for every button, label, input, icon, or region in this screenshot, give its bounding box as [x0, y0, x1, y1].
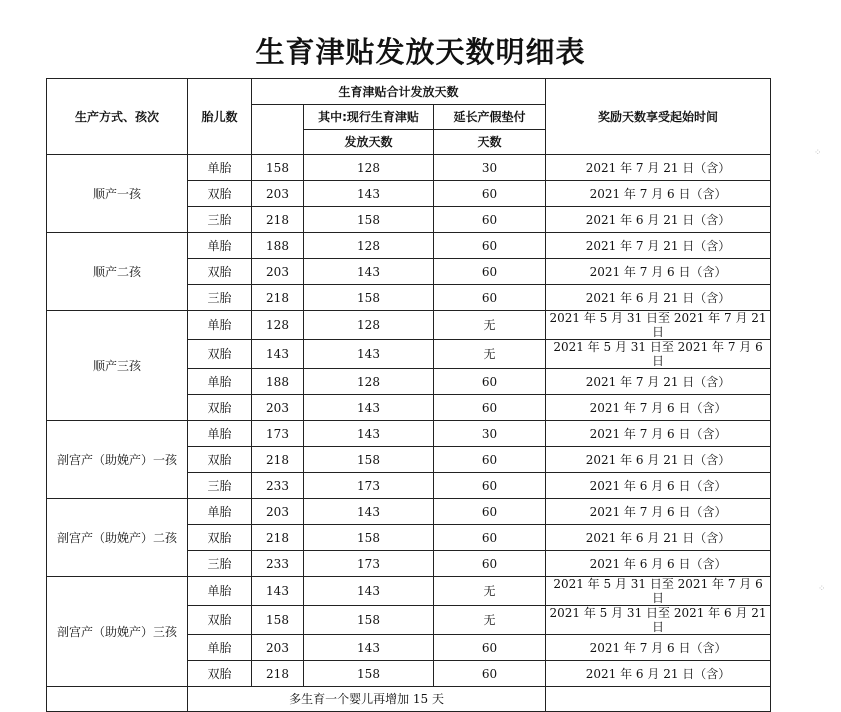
- cell-total: 233: [252, 473, 304, 499]
- group-label: 剖宫产（助娩产）二孩: [47, 499, 188, 577]
- cell-extended: 60: [434, 525, 546, 551]
- cell-fetus: 双胎: [188, 259, 252, 285]
- cell-extended: 无: [434, 577, 546, 606]
- cell-total: 173: [252, 421, 304, 447]
- cell-current: 158: [304, 207, 434, 233]
- header-extended-line1: 延长产假垫付: [434, 105, 546, 130]
- table-row: [47, 311, 771, 340]
- cell-total: 203: [252, 181, 304, 207]
- cell-fetus: 双胎: [188, 340, 252, 369]
- cell-extended: 30: [434, 155, 546, 181]
- cell-current: 143: [304, 635, 434, 661]
- page-title: 生育津贴发放天数明细表: [255, 35, 586, 69]
- cell-fetus: 双胎: [188, 395, 252, 421]
- cell-current: 128: [304, 155, 434, 181]
- cell-fetus: 单胎: [188, 421, 252, 447]
- cell-current: 143: [304, 340, 434, 369]
- cell-start: 2021 年 7 月 6 日（含）: [546, 421, 771, 447]
- cell-start: 2021 年 6 月 6 日（含）: [546, 551, 771, 577]
- cell-current: 173: [304, 473, 434, 499]
- cell-extended: 60: [434, 233, 546, 259]
- cell-start: 2021 年 7 月 6 日（含）: [546, 259, 771, 285]
- footer-row: [47, 687, 771, 712]
- table-row: [47, 577, 771, 606]
- footer-note: 多生育一个婴儿再增加 15 天: [188, 687, 546, 712]
- cell-total: 203: [252, 635, 304, 661]
- cell-total: 143: [252, 577, 304, 606]
- cell-start: 2021 年 7 月 21 日（含）: [546, 369, 771, 395]
- cell-fetus: 单胎: [188, 577, 252, 606]
- cell-total: 218: [252, 285, 304, 311]
- cell-extended: 60: [434, 635, 546, 661]
- footer-empty-left: [47, 687, 188, 712]
- cell-current: 143: [304, 181, 434, 207]
- group-label: 顺产二孩: [47, 233, 188, 311]
- cell-total: 188: [252, 369, 304, 395]
- cell-fetus: 双胎: [188, 606, 252, 635]
- table-row: [47, 499, 771, 525]
- cell-start: 2021 年 7 月 21 日（含）: [546, 155, 771, 181]
- cell-current: 173: [304, 551, 434, 577]
- cell-fetus: 双胎: [188, 447, 252, 473]
- cell-current: 158: [304, 525, 434, 551]
- cell-extended: 60: [434, 285, 546, 311]
- cell-extended: 无: [434, 606, 546, 635]
- group-label: 剖宫产（助娩产）一孩: [47, 421, 188, 499]
- cell-fetus: 双胎: [188, 661, 252, 687]
- table-row: [47, 155, 771, 181]
- cell-total: 143: [252, 340, 304, 369]
- header-fetus: 胎儿数: [188, 79, 252, 155]
- cell-total: 158: [252, 155, 304, 181]
- cell-start: 2021 年 7 月 6 日（含）: [546, 395, 771, 421]
- cell-total: 218: [252, 207, 304, 233]
- footer-empty-right: [546, 687, 771, 712]
- cell-start: 2021 年 7 月 6 日（含）: [546, 635, 771, 661]
- cell-total: 188: [252, 233, 304, 259]
- cell-fetus: 单胎: [188, 499, 252, 525]
- cell-start: 2021 年 6 月 21 日（含）: [546, 285, 771, 311]
- cell-total: 233: [252, 551, 304, 577]
- cell-fetus: 单胎: [188, 369, 252, 395]
- cell-start: 2021 年 7 月 6 日（含）: [546, 499, 771, 525]
- cell-current: 158: [304, 285, 434, 311]
- cell-total: 203: [252, 499, 304, 525]
- cell-fetus: 三胎: [188, 207, 252, 233]
- cell-fetus: 单胎: [188, 233, 252, 259]
- cell-current: 128: [304, 233, 434, 259]
- cell-current: 143: [304, 259, 434, 285]
- cell-fetus: 三胎: [188, 551, 252, 577]
- cell-total: 218: [252, 447, 304, 473]
- header-current-line2: 发放天数: [304, 130, 434, 155]
- cell-start: 2021 年 6 月 21 日（含）: [546, 447, 771, 473]
- cell-fetus: 三胎: [188, 285, 252, 311]
- cell-fetus: 双胎: [188, 525, 252, 551]
- cell-total: 203: [252, 259, 304, 285]
- cell-total: 158: [252, 606, 304, 635]
- header-total-group: 生育津贴合计发放天数: [252, 79, 546, 105]
- cell-start: 2021 年 5 月 31 日至 2021 年 7 月 21 日: [546, 311, 771, 340]
- cell-extended: 无: [434, 311, 546, 340]
- cell-current: 158: [304, 661, 434, 687]
- cell-start: 2021 年 5 月 31 日至 2021 年 7 月 6 日: [546, 577, 771, 606]
- cell-extended: 60: [434, 395, 546, 421]
- scan-speck: ⁘: [814, 148, 822, 158]
- cell-extended: 60: [434, 369, 546, 395]
- header-current-line1: 其中:现行生育津贴: [304, 105, 434, 130]
- cell-extended: 60: [434, 447, 546, 473]
- cell-total: 218: [252, 525, 304, 551]
- cell-fetus: 双胎: [188, 181, 252, 207]
- header-mode: 生产方式、孩次: [47, 79, 188, 155]
- cell-fetus: 单胎: [188, 635, 252, 661]
- cell-current: 143: [304, 395, 434, 421]
- cell-extended: 60: [434, 259, 546, 285]
- cell-start: 2021 年 7 月 21 日（含）: [546, 233, 771, 259]
- cell-start: 2021 年 6 月 21 日（含）: [546, 207, 771, 233]
- header-start: 奖励天数享受起始时间: [546, 79, 771, 155]
- cell-start: 2021 年 5 月 31 日至 2021 年 7 月 6 日: [546, 340, 771, 369]
- subsidy-table: [46, 78, 771, 712]
- cell-fetus: 单胎: [188, 311, 252, 340]
- scan-speck: ⁘: [818, 584, 826, 594]
- cell-current: 128: [304, 369, 434, 395]
- cell-start: 2021 年 6 月 21 日（含）: [546, 525, 771, 551]
- cell-current: 128: [304, 311, 434, 340]
- cell-extended: 60: [434, 181, 546, 207]
- table-row: [47, 233, 771, 259]
- cell-start: 2021 年 5 月 31 日至 2021 年 6 月 21 日: [546, 606, 771, 635]
- cell-current: 158: [304, 447, 434, 473]
- cell-extended: 60: [434, 551, 546, 577]
- group-label: 剖宫产（助娩产）三孩: [47, 577, 188, 687]
- group-label: 顺产一孩: [47, 155, 188, 233]
- cell-extended: 60: [434, 207, 546, 233]
- cell-current: 158: [304, 606, 434, 635]
- header-total: [252, 105, 304, 155]
- cell-total: 218: [252, 661, 304, 687]
- cell-start: 2021 年 6 月 6 日（含）: [546, 473, 771, 499]
- cell-fetus: 三胎: [188, 473, 252, 499]
- cell-start: 2021 年 6 月 21 日（含）: [546, 661, 771, 687]
- cell-extended: 无: [434, 340, 546, 369]
- table-row: [47, 421, 771, 447]
- cell-extended: 60: [434, 473, 546, 499]
- cell-start: 2021 年 7 月 6 日（含）: [546, 181, 771, 207]
- cell-extended: 60: [434, 661, 546, 687]
- cell-total: 203: [252, 395, 304, 421]
- cell-extended: 30: [434, 421, 546, 447]
- cell-extended: 60: [434, 499, 546, 525]
- cell-total: 128: [252, 311, 304, 340]
- group-label: 顺产三孩: [47, 311, 188, 421]
- cell-current: 143: [304, 577, 434, 606]
- cell-current: 143: [304, 499, 434, 525]
- header-extended-line2: 天数: [434, 130, 546, 155]
- cell-fetus: 单胎: [188, 155, 252, 181]
- cell-current: 143: [304, 421, 434, 447]
